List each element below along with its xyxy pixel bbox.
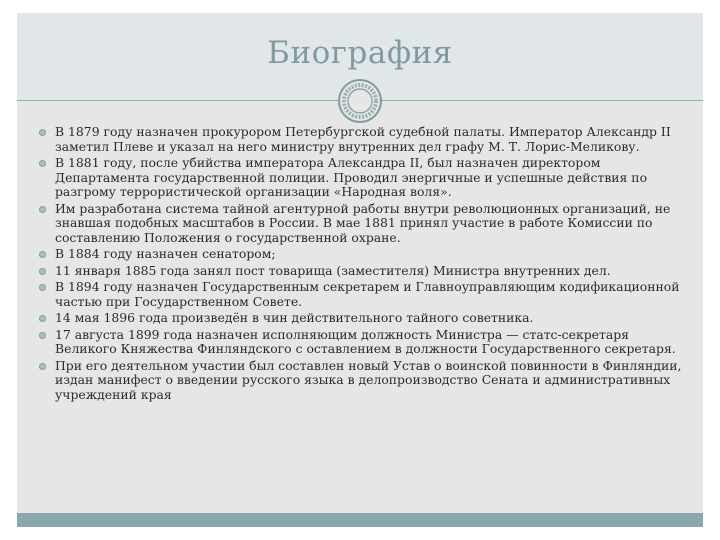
bottom-band: [17, 513, 703, 527]
title-divider-left: [17, 100, 338, 101]
list-item: [39, 359, 689, 403]
bullet-dot-icon: [39, 284, 46, 291]
bullet-dot-icon: [39, 363, 46, 370]
list-item: [39, 125, 689, 154]
list-item-text: В 1881 году, после убийства императора Александра II, был назначен директором Департамента государственной полиции. Проводил энергичные и успешные действия по разгрому террористической организации «Народная воля».: [55, 155, 648, 199]
list-item: [39, 156, 689, 200]
list-item: [39, 264, 689, 279]
bullet-dot-icon: [39, 129, 46, 136]
slide-title: Биография: [267, 35, 453, 71]
list-item: [39, 202, 689, 246]
list-item-text: В 1879 году назначен прокурором Петербургской судебной палаты. Император Александр II заметил Плеве и указал на него министру внутренних дел графу М. Т. Лорис-Меликову.: [55, 124, 671, 154]
bullet-dot-icon: [39, 251, 46, 258]
bullet-dot-icon: [39, 332, 46, 339]
list-item-text: 14 мая 1896 года произведён в чин действительного тайного советника.: [55, 310, 534, 325]
slide: [17, 13, 703, 527]
list-item-text: При его деятельном участии был составлен новый Устав о воинской повинности в Финляндии, издан манифест о введении русского языка в делопроизводство Сената и административных учреждений края: [55, 357, 682, 402]
list-item: [39, 311, 689, 326]
title-divider-right: [382, 100, 703, 101]
list-item-text: 17 августа 1899 года назначен исполняющим должность Министра — статс-секретаря Великого Княжества Финляндского с оставлением в должности Государственного секретаря.: [55, 326, 676, 356]
circle-ornament-icon: [337, 78, 383, 124]
bullet-dot-icon: [39, 160, 46, 167]
bullet-list: [39, 125, 689, 404]
bullet-dot-icon: [39, 315, 46, 322]
list-item: [39, 280, 689, 309]
list-item-text: 11 января 1885 года занял пост товарища (заместителя) Министра внутренних дел.: [55, 262, 611, 278]
bullet-dot-icon: [39, 206, 46, 213]
list-item-text: В 1894 году назначен Государственным секретарем и Главноуправляющим кодификационной частью при Государственном Совете.: [55, 279, 680, 309]
list-item-text: Им разработана система тайной агентурной работы внутри революционных организаций, не знавшая подобных масштабов в России. В мае 1881 принял участие в работе Комиссии по составлению Положения о государственной охране.: [55, 200, 671, 245]
list-item-text: В 1884 году назначен сенатором;: [55, 246, 276, 261]
list-item: [39, 328, 689, 357]
bullet-dot-icon: [39, 268, 46, 275]
list-item: [39, 247, 689, 262]
